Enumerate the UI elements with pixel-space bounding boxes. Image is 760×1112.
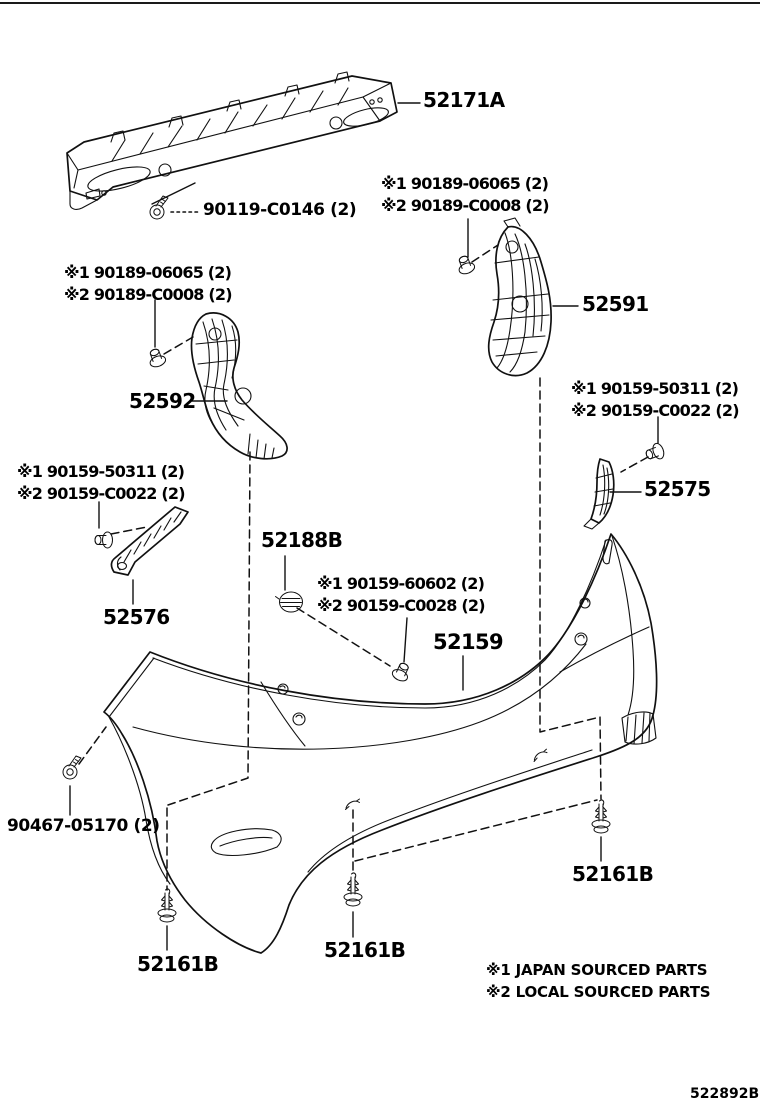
fasteners-art — [63, 196, 666, 922]
bolt-90159-center — [391, 661, 413, 684]
clip-52161b-left — [158, 889, 176, 922]
clip-52161b-center — [344, 873, 362, 906]
callout-52161b-right[interactable]: 52161B — [572, 862, 654, 886]
footnote-90159-center-2[interactable]: ※2 90159-C0028 (2) — [317, 596, 485, 615]
bolt-90159-right — [644, 442, 666, 463]
footnote-90189-right-2[interactable]: ※2 90189-C0008 (2) — [381, 196, 549, 215]
callout-52591[interactable]: 52591 — [582, 292, 649, 316]
bracket-52575-art — [584, 459, 614, 529]
pad-52592-art — [191, 313, 287, 459]
callout-52159[interactable]: 52159 — [433, 630, 504, 654]
footnote-90189-right-1[interactable]: ※1 90189-06065 (2) — [381, 174, 549, 193]
clip-52161b-right — [592, 800, 610, 833]
callout-52592[interactable]: 52592 — [129, 389, 196, 413]
diagram-code: 522892B — [690, 1086, 760, 1102]
reinforcement-bar-art — [67, 72, 397, 209]
hidden-lines — [79, 212, 648, 890]
grommet-52188b — [276, 592, 303, 612]
callout-52161b-center[interactable]: 52161B — [324, 938, 406, 962]
callout-52575[interactable]: 52575 — [644, 477, 711, 501]
callout-52171a[interactable]: 52171A — [423, 88, 505, 112]
callout-52188b[interactable]: 52188B — [261, 528, 343, 552]
footnote-90159-left-1[interactable]: ※1 90159-50311 (2) — [17, 462, 185, 481]
footnote-90189-left-2[interactable]: ※2 90189-C0008 (2) — [64, 285, 232, 304]
screw-90467 — [63, 756, 81, 779]
callout-90119[interactable]: 90119-C0146 (2) — [203, 200, 357, 220]
screw-90119 — [150, 196, 168, 219]
pad-52591-art — [489, 218, 551, 376]
bolt-90159-left — [95, 532, 113, 548]
footnote-90159-center-1[interactable]: ※1 90159-60602 (2) — [317, 574, 485, 593]
footnote-90189-left-1[interactable]: ※1 90189-06065 (2) — [64, 263, 232, 282]
footnote-90159-right-1[interactable]: ※1 90159-50311 (2) — [571, 379, 739, 398]
legend-japan-sourced: ※1 JAPAN SOURCED PARTS — [486, 961, 708, 979]
callout-52161b-left[interactable]: 52161B — [137, 952, 219, 976]
bolt-90189-right — [455, 254, 476, 276]
footnote-90159-right-2[interactable]: ※2 90159-C0022 (2) — [571, 401, 739, 420]
legend-local-sourced: ※2 LOCAL SOURCED PARTS — [486, 983, 711, 1001]
footnote-90159-left-2[interactable]: ※2 90159-C0022 (2) — [17, 484, 185, 503]
callout-52576[interactable]: 52576 — [103, 605, 170, 629]
bracket-52576-art — [111, 507, 188, 575]
bolt-90189-left — [146, 347, 167, 369]
callout-90467[interactable]: 90467-05170 (2) — [7, 816, 160, 836]
